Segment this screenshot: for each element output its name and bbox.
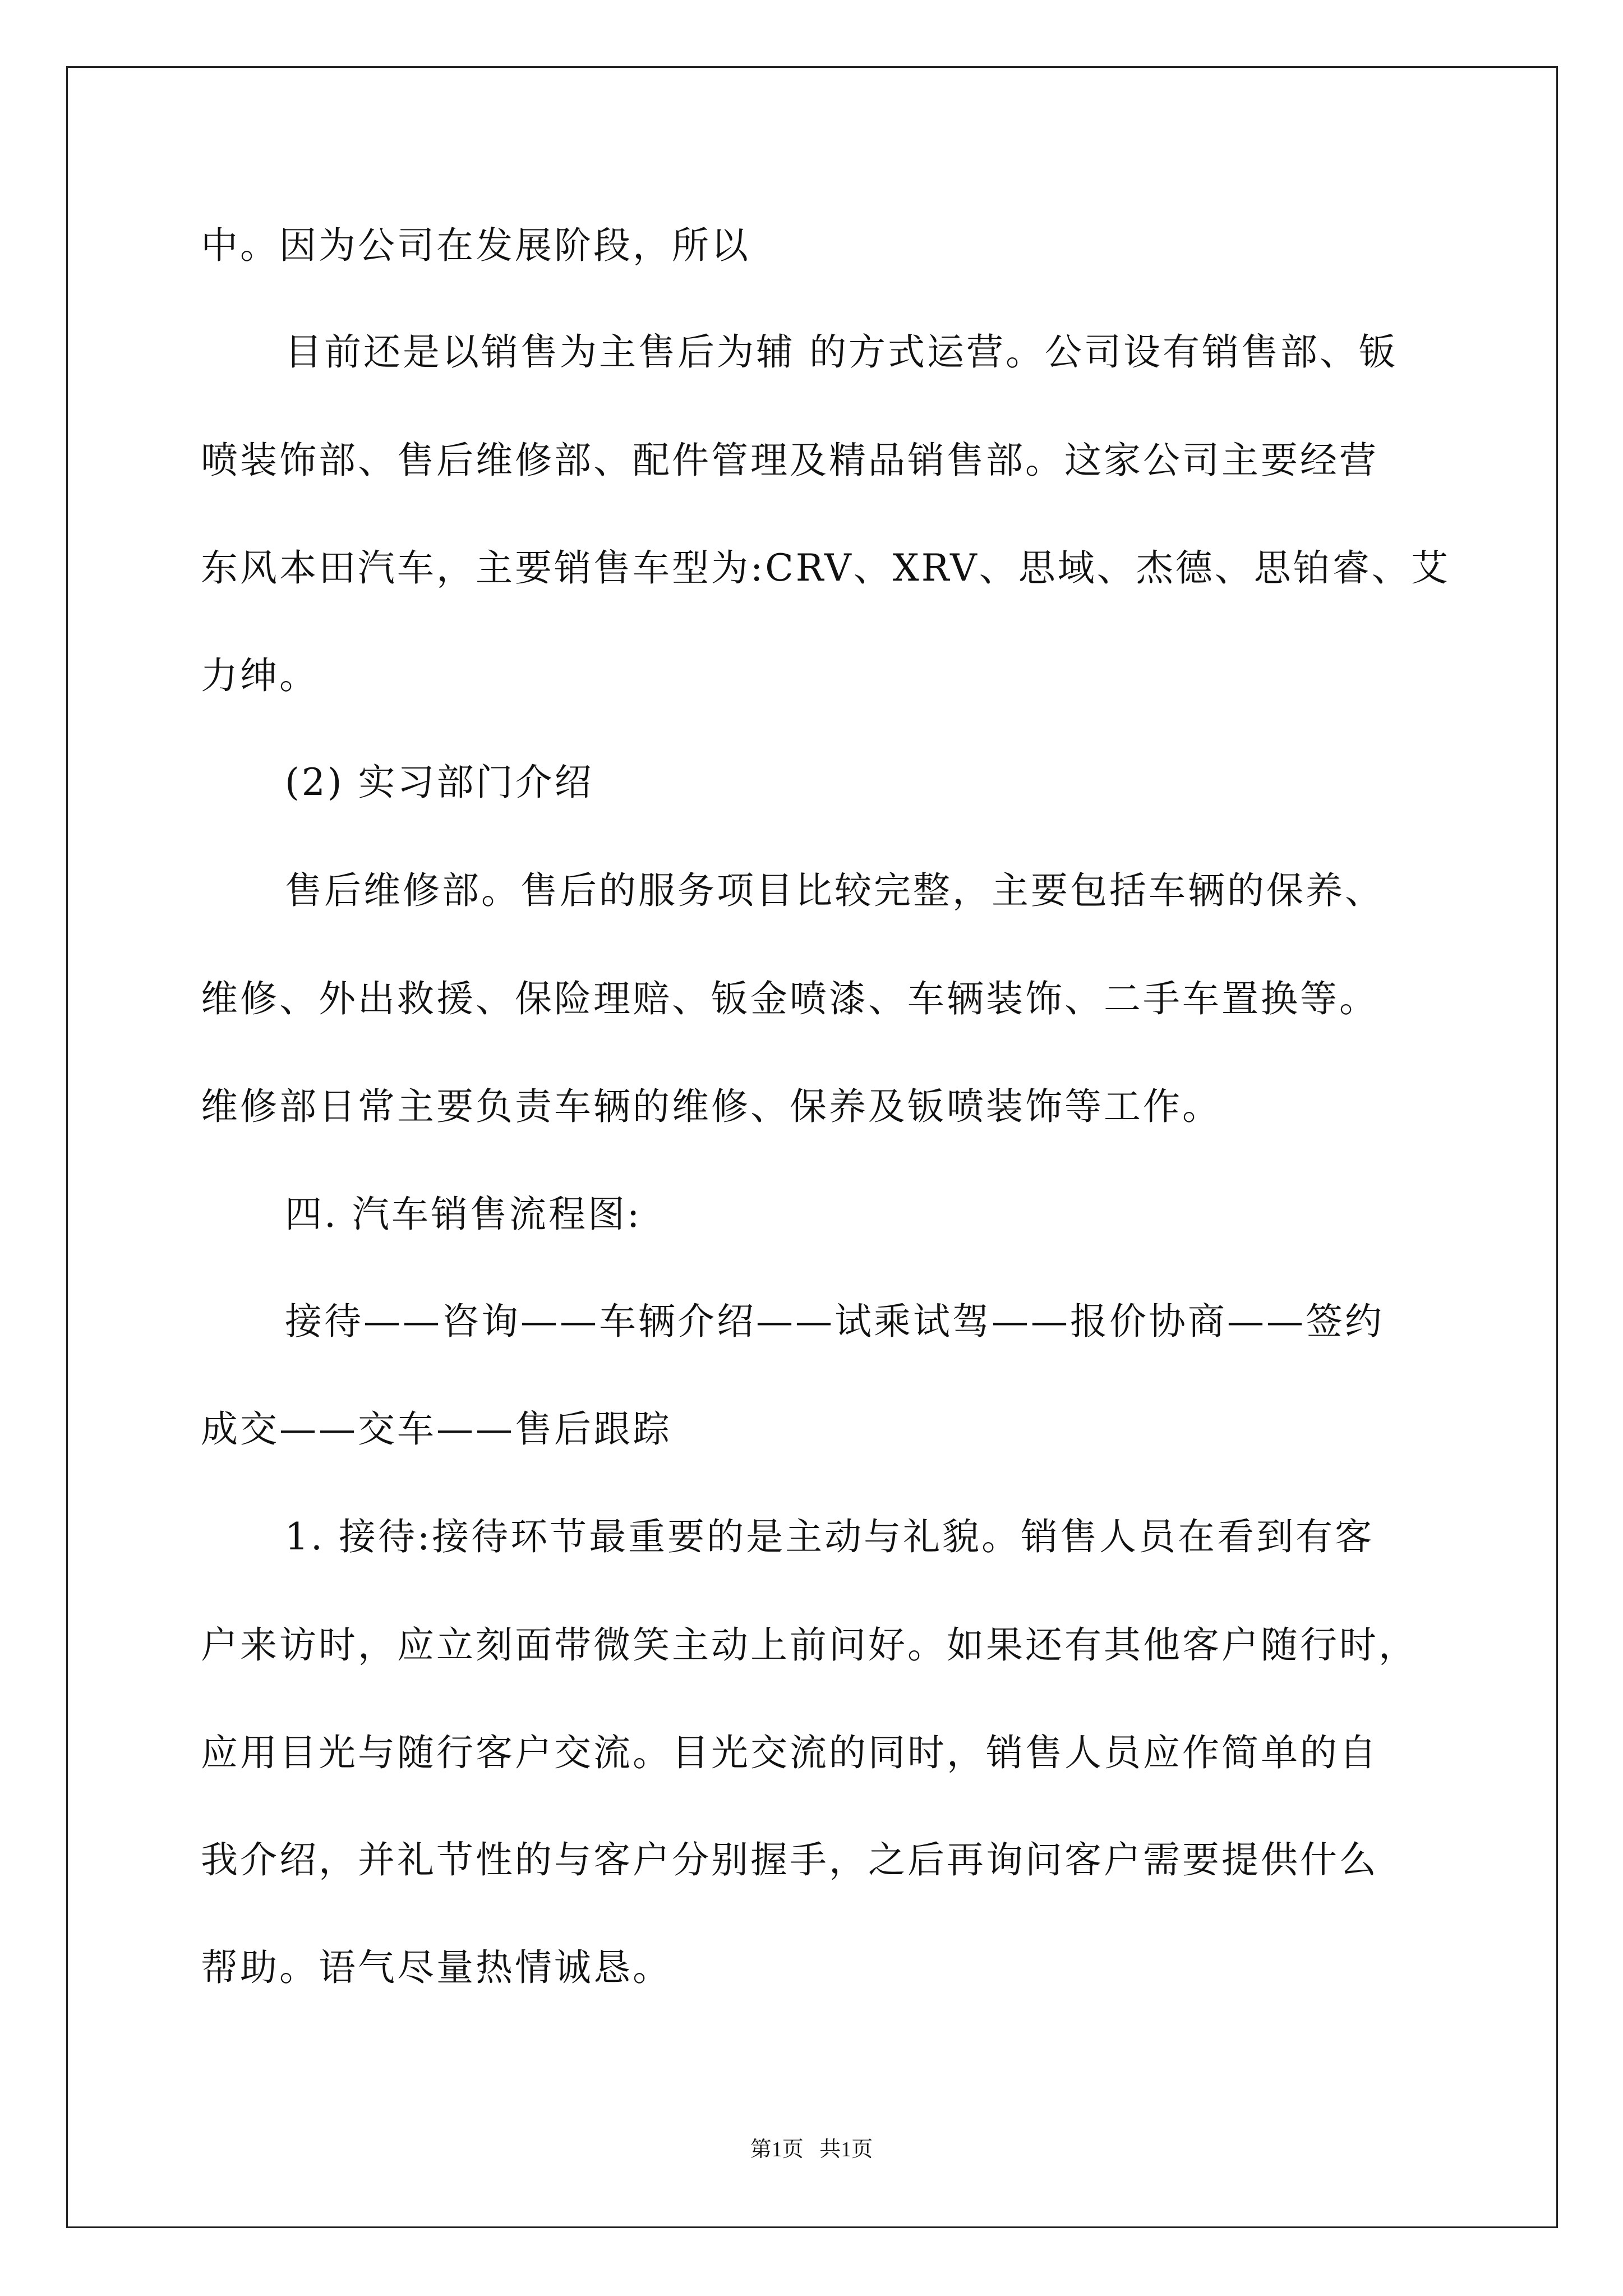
body-line-17: 帮助。语气尽量热情诚恳。 <box>201 1946 672 1989</box>
body-line-16: 我介绍，并礼节性的与客户分别握手，之后再询问客户需要提供什么 <box>201 1838 1378 1881</box>
body-line-9: 维修部日常主要负责车辆的维修、保养及钣喷装饰等工作。 <box>201 1085 1221 1128</box>
sales-flow-line-2: 成交——交车——售后跟踪 <box>201 1407 672 1451</box>
page-number-footer: 第1页 共1页 <box>750 2138 873 2161</box>
body-line-3: 喷装饰部、售后维修部、配件管理及精品销售部。这家公司主要经营 <box>201 439 1378 482</box>
body-line-13: 1. 接待:接待环节最重要的是主动与礼貌。销售人员在看到有客 <box>285 1515 1375 1558</box>
section-heading-sales-flowchart: 四. 汽车销售流程图: <box>285 1193 642 1236</box>
body-line-7: 售后维修部。售后的服务项目比较完整，主要包括车辆的保养、 <box>285 869 1384 912</box>
body-line-8: 维修、外出救援、保险理赔、钣金喷漆、车辆装饰、二手车置换等。 <box>201 977 1378 1020</box>
body-line-1: 中。因为公司在发展阶段，所以 <box>201 224 750 267</box>
sales-flow-line-1: 接待——咨询——车辆介绍——试乘试驾——报价协商——签约 <box>285 1300 1384 1343</box>
body-line-5: 力绅。 <box>201 654 319 697</box>
body-line-4: 东风本田汽车，主要销售车型为:CRV、XRV、思域、杰德、思铂睿、艾 <box>201 546 1450 590</box>
body-line-14: 户来访时，应立刻面带微笑主动上前问好。如果还有其他客户随行时， <box>201 1623 1418 1667</box>
body-line-2: 目前还是以销售为主售后为辅 的方式运营。公司设有销售部、钣 <box>285 330 1398 374</box>
section-heading-internship-department: (2) 实习部门介绍 <box>285 761 594 804</box>
body-line-15: 应用目光与随行客户交流。目光交流的同时，销售人员应作简单的自 <box>201 1731 1378 1774</box>
page-border <box>66 66 1558 2228</box>
